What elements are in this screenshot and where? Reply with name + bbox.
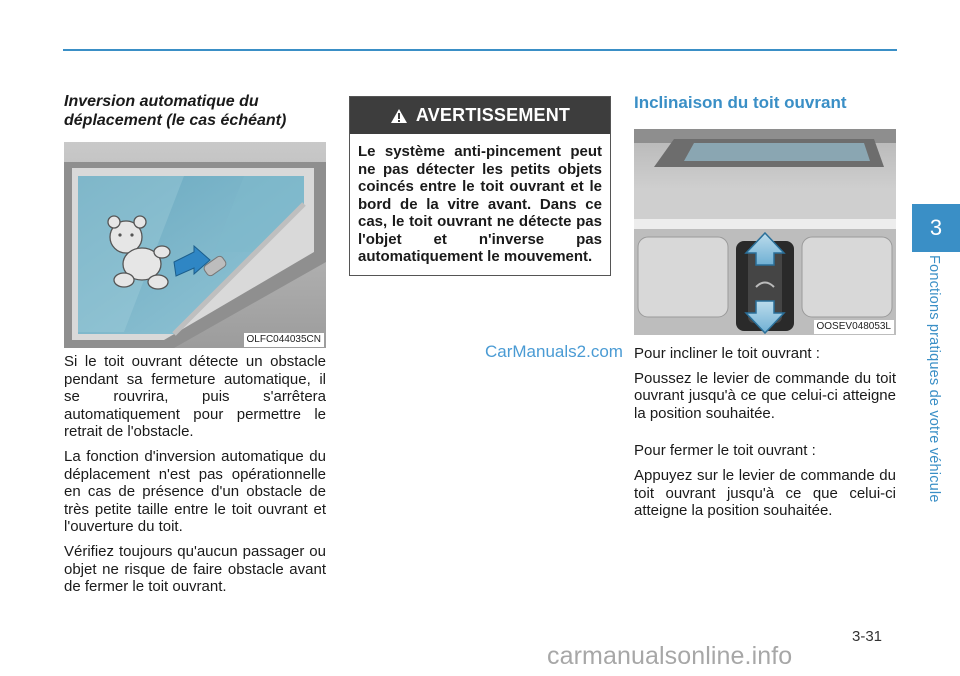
paragraph: Poussez le levier de commande du toit ouvrant jusqu'à ce que celui-ci atteigne la position souhaitée.: [634, 369, 896, 422]
left-column: [64, 92, 326, 603]
sunroof-control-figure: [634, 129, 896, 335]
warning-icon: [390, 108, 408, 124]
header-rule: [63, 49, 897, 51]
middle-column: [349, 96, 611, 276]
section-title: Inclinaison du toit ouvrant: [634, 93, 847, 112]
warning-box: [349, 96, 611, 276]
paragraph: Pour incliner le toit ouvrant :: [634, 345, 820, 362]
section-subtitle: [64, 92, 326, 130]
footer-watermark: carmanualsonline.info: [547, 642, 793, 670]
figure-caption: OLFC044035CN: [244, 333, 324, 347]
sunroof-obstacle-figure: [64, 142, 326, 348]
warning-text: Le système anti-pincement peut ne pas détecter les petits objets coincés entre le toit ouvrant et le bord de la vitre avant. Dans ce cas, le toit ouvrant ne détecte pas l'objet et n'inverse pas automatiquement le mouvement.: [358, 143, 602, 265]
paragraph: Appuyez sur le levier de commande du toit ouvrant jusqu'à ce que celui-ci atteigne la position souhaitée.: [634, 466, 896, 520]
watermark-link[interactable]: CarManuals2.com: [485, 342, 623, 361]
subtitle-line-2: déplacement (le cas échéant): [64, 112, 287, 129]
sunroof-obstacle-illustration: [64, 142, 326, 348]
warning-header: [350, 97, 610, 134]
page-number: 3-31: [852, 628, 883, 645]
chapter-number-tab: 3: [912, 204, 960, 252]
paragraph: La fonction d'inversion automatique du déplacement n'est pas opérationnelle en cas de présence d'un obstacle de très petite taille entre le toit ouvrant et l'ouverture du toit.: [64, 447, 326, 536]
warning-title: AVERTISSEMENT: [415, 105, 571, 125]
right-column: [634, 93, 896, 527]
paragraph: Pour fermer le toit ouvrant :: [634, 442, 816, 460]
sunroof-control-illustration: [634, 129, 896, 335]
paragraph: Si le toit ouvrant détecte un obstacle pendant sa fermeture automatique, il se rouvrira, puis s'arrêtera automatiquement pour permettre le retrait de l'obstacle.: [64, 353, 326, 441]
subtitle-line-1: Inversion automatique du: [64, 93, 259, 110]
figure-caption: OOSEV048053L: [814, 320, 895, 334]
chapter-title: Fonctions pratiques de votre véhicule: [926, 255, 942, 503]
paragraph: Vérifiez toujours qu'aucun passager ou objet ne risque de faire obstacle avant de fermer le toit ouvrant.: [64, 542, 326, 596]
